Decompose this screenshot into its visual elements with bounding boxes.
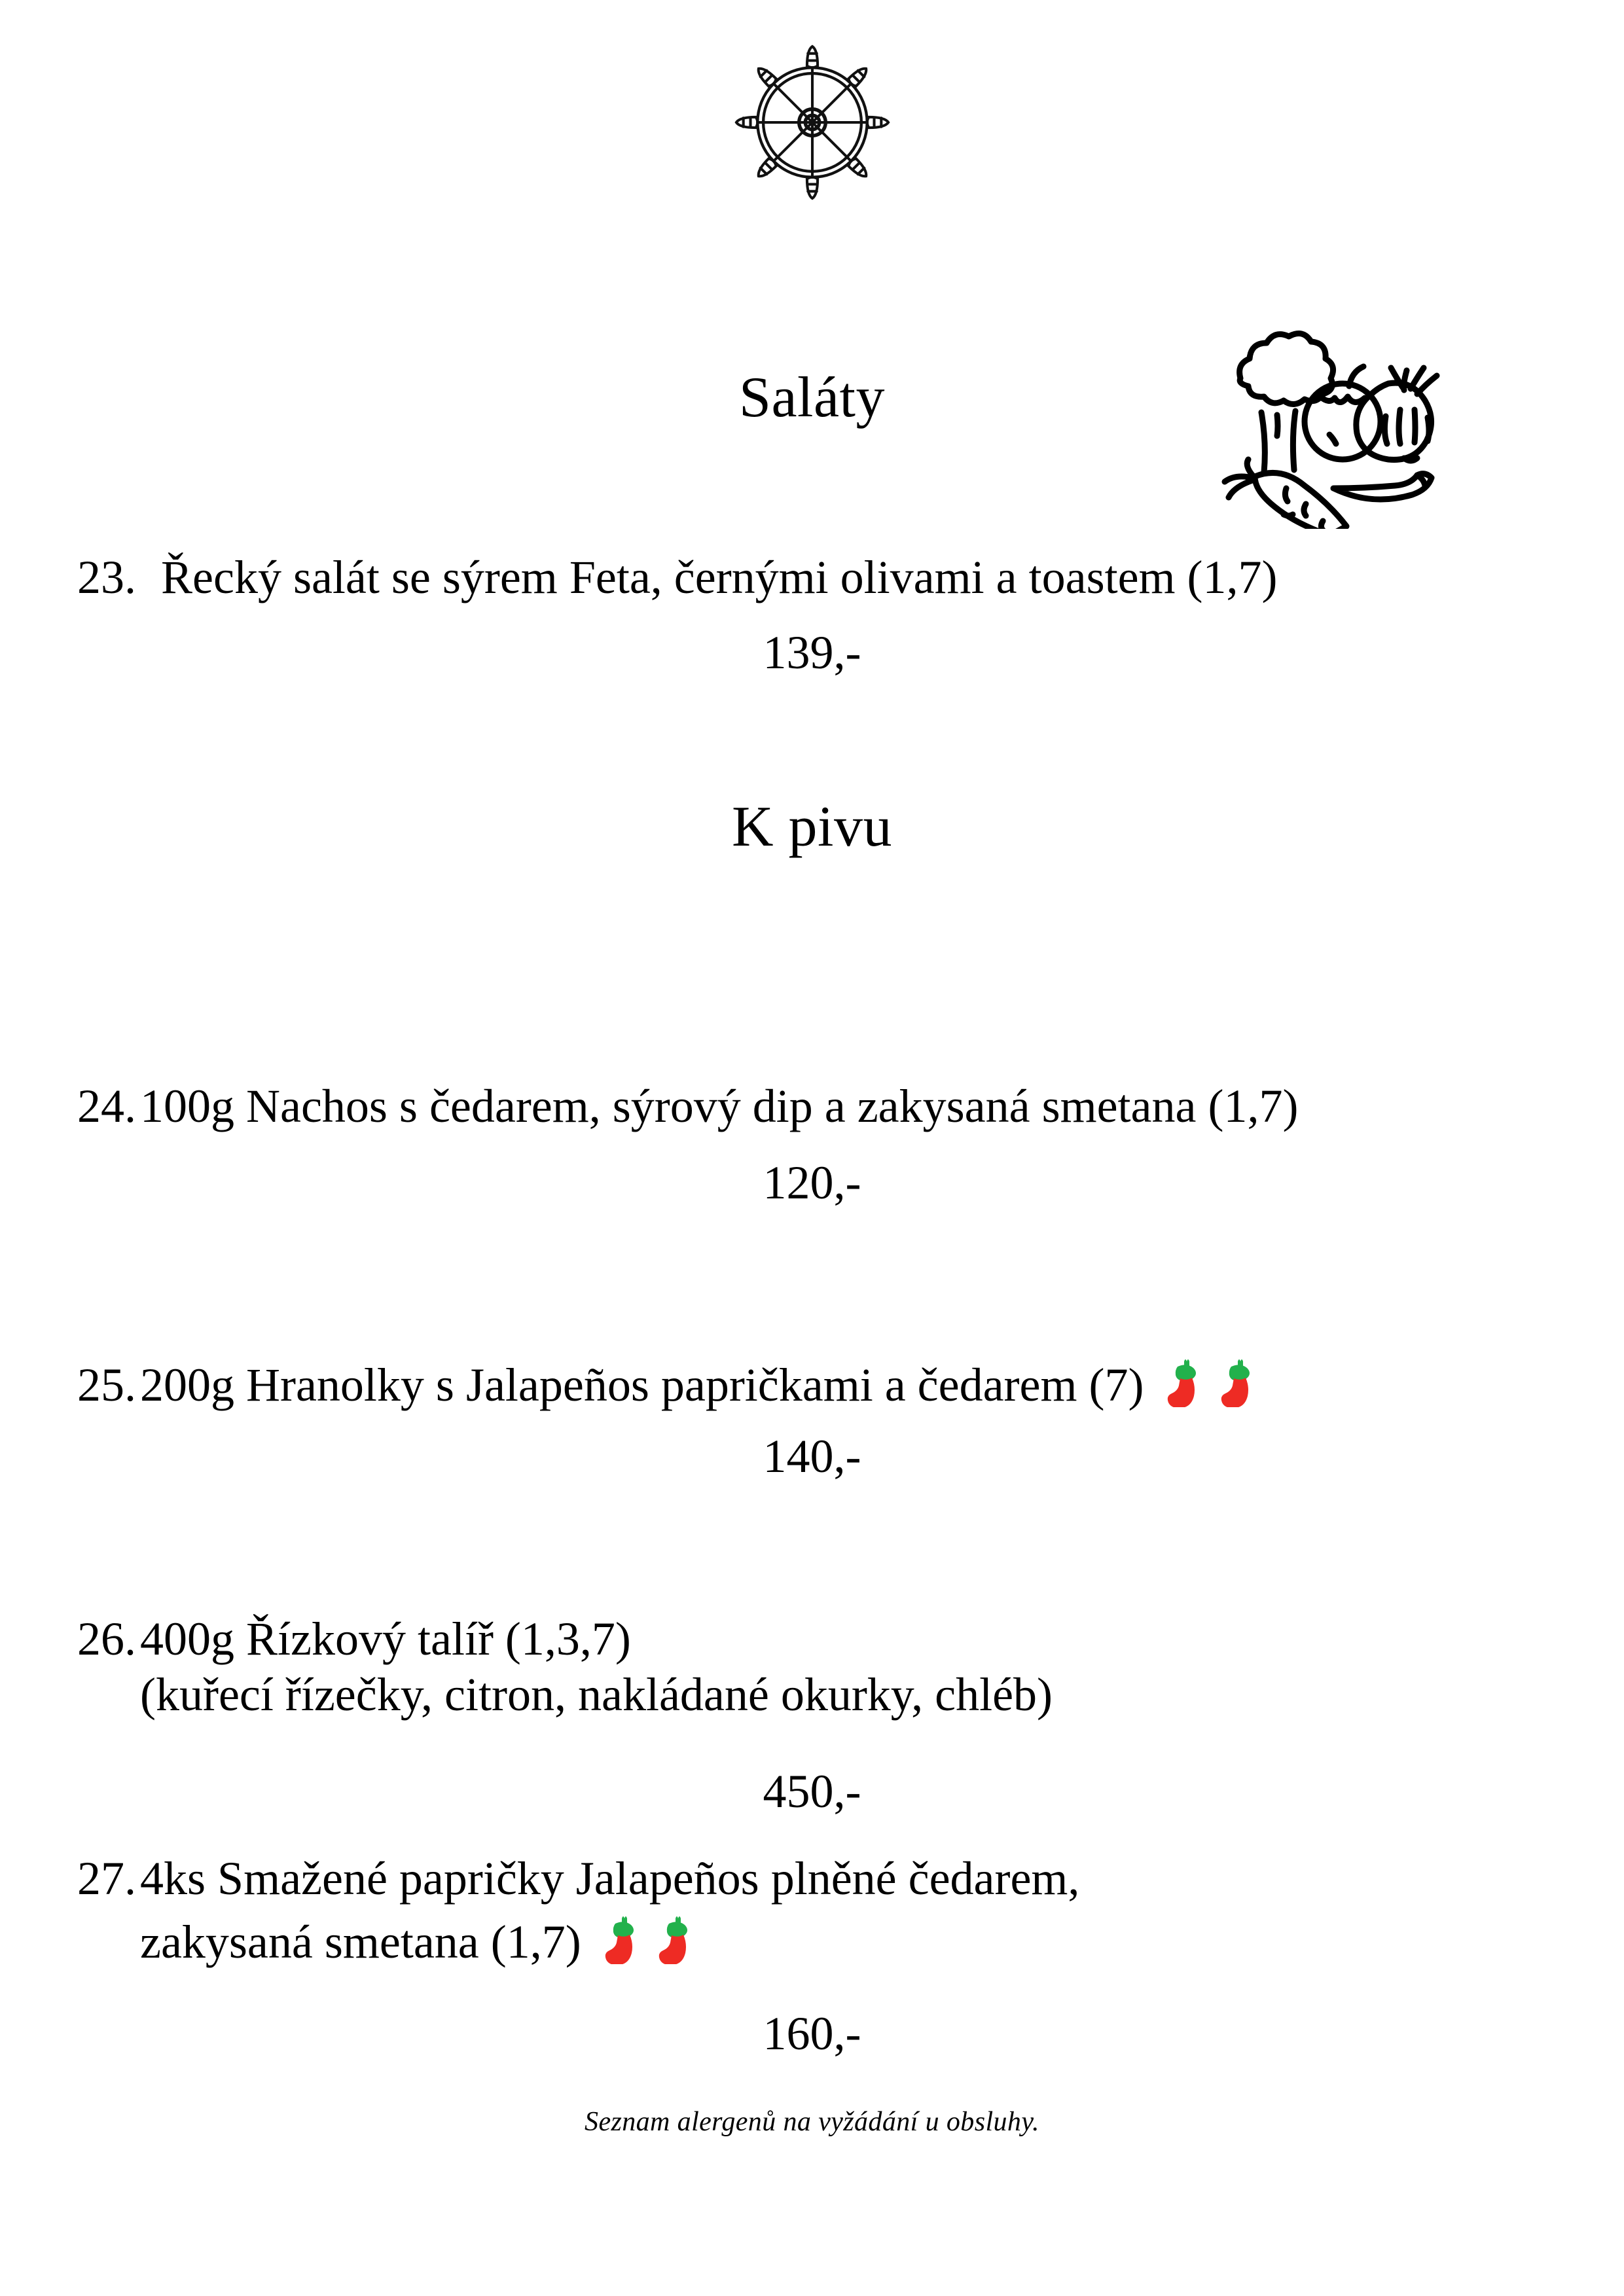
item-number: 24.	[77, 1080, 136, 1132]
menu-item-line	[77, 1079, 1570, 1134]
menu-item-24	[77, 1079, 1570, 1134]
menu-item-23	[77, 550, 1570, 605]
item-price-25: 140,-	[763, 1430, 861, 1482]
spicy-level-indicator	[604, 1913, 694, 1964]
item-name: Řecký salát se sýrem Feta, černými olivami a toastem (1,7)	[161, 551, 1278, 603]
spicy-level-indicator	[1166, 1356, 1256, 1407]
item-name: 4ks Smažené papričky Jalapeños plněné čedarem,	[140, 1852, 1080, 1905]
ships-wheel-logo	[0, 34, 1624, 211]
chili-pepper-icon	[604, 1913, 640, 1964]
menu-item-26	[77, 1611, 1570, 1723]
item-name: 200g Hranolky s Jalapeños papričkami a čedarem (7)	[140, 1359, 1144, 1411]
vegetables-illustration	[1214, 313, 1450, 529]
item-name: 100g Nachos s čedarem, sýrový dip a zakysaná smetana (1,7)	[140, 1080, 1299, 1132]
chili-pepper-icon	[1166, 1356, 1202, 1407]
menu-item-25	[77, 1350, 1570, 1413]
menu-item-line	[77, 1611, 1570, 1667]
allergen-note: Seznam alergenů na vyžádání u obsluhy.	[585, 2107, 1039, 2137]
section-heading-salaty: Saláty	[739, 366, 885, 429]
menu-item-line	[77, 550, 1570, 605]
item-price-23: 139,-	[763, 626, 861, 679]
item-number: 23.	[77, 551, 136, 603]
chili-pepper-icon	[657, 1913, 694, 1964]
chili-pepper-icon	[1219, 1356, 1256, 1407]
item-number: 25.	[77, 1359, 136, 1411]
menu-item-27	[77, 1851, 1570, 1970]
ships-wheel-icon	[724, 34, 901, 211]
item-price-24: 120,-	[763, 1157, 861, 1209]
item-price-26: 450,-	[763, 1765, 861, 1818]
vegetables-icon	[1214, 313, 1450, 529]
item-price-27: 160,-	[763, 2007, 861, 2060]
item-name: 400g Řízkový talíř (1,3,7)	[140, 1613, 631, 1665]
menu-item-line	[77, 1350, 1570, 1413]
item-description: zakysaná smetana (1,7)	[140, 1915, 581, 1968]
item-number: 27.	[77, 1852, 136, 1905]
item-description-line	[77, 1907, 1570, 1970]
item-number: 26.	[77, 1613, 136, 1665]
menu-item-line	[77, 1851, 1570, 1907]
item-description: (kuřecí řízečky, citron, nakládané okurky, chléb)	[140, 1668, 1053, 1721]
section-heading-k-pivu: K pivu	[732, 795, 892, 859]
